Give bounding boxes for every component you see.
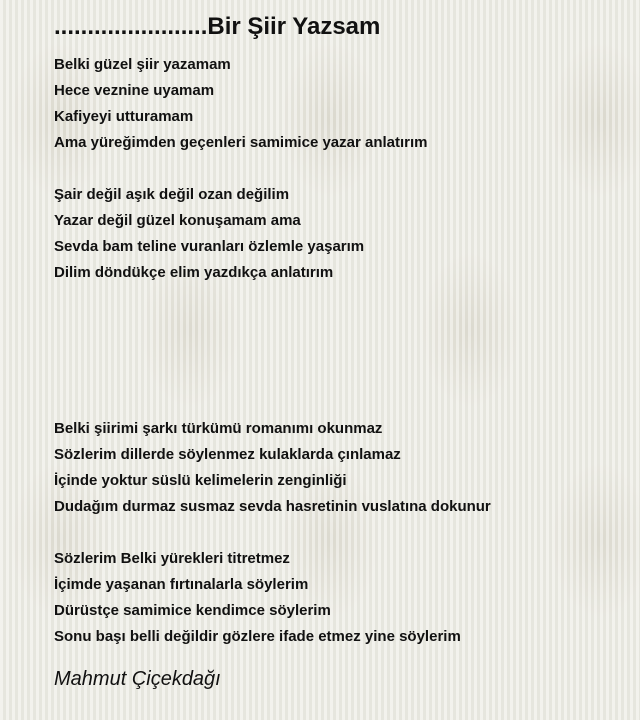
poem-line: Sözlerim dillerde söylenmez kulaklarda çınlamaz	[54, 446, 401, 463]
poem-line: Dürüstçe samimice kendimce söylerim	[54, 602, 331, 619]
poem-line: İçimde yaşanan fırtınalarla söylerim	[54, 576, 309, 593]
poem-line: Belki güzel şiir yazamam	[54, 56, 231, 73]
stanza-1	[54, 52, 624, 156]
poem-line: Dilim döndükçe elim yazdıkça anlatırım	[54, 264, 334, 281]
poem-line: Hece veznine uyamam	[54, 82, 215, 99]
poem-line: Sonu başı belli değildir gözlere ifade etmez yine söylerim	[54, 628, 461, 645]
poem-author: Mahmut Çiçekdağı	[54, 668, 221, 690]
poem-line: Yazar değil güzel konuşamam ama	[54, 212, 301, 229]
poem-line: Ama yüreğimden geçenleri samimice yazar anlatırım	[54, 134, 428, 151]
stanza-3	[54, 416, 624, 520]
poem-line: Dudağım durmaz susmaz sevda hasretinin vuslatına dokunur	[54, 498, 491, 515]
poem-line: Kafiyeyi utturamam	[54, 108, 194, 125]
poem-line: Sözlerim Belki yürekleri titretmez	[54, 550, 290, 567]
poem-line: İçinde yoktur süslü kelimelerin zenginliği	[54, 472, 347, 489]
poem	[54, 12, 624, 692]
stanza-4	[54, 546, 624, 650]
poem-line: Sevda bam teline vuranları özlemle yaşarım	[54, 238, 365, 255]
poem-line: Şair değil aşık değil ozan değilim	[54, 186, 290, 203]
poem-line: Belki şiirimi şarkı türkümü romanımı okunmaz	[54, 420, 383, 437]
poem-title: .......................Bir Şiir Yazsam	[54, 13, 381, 40]
stanza-2	[54, 182, 624, 286]
